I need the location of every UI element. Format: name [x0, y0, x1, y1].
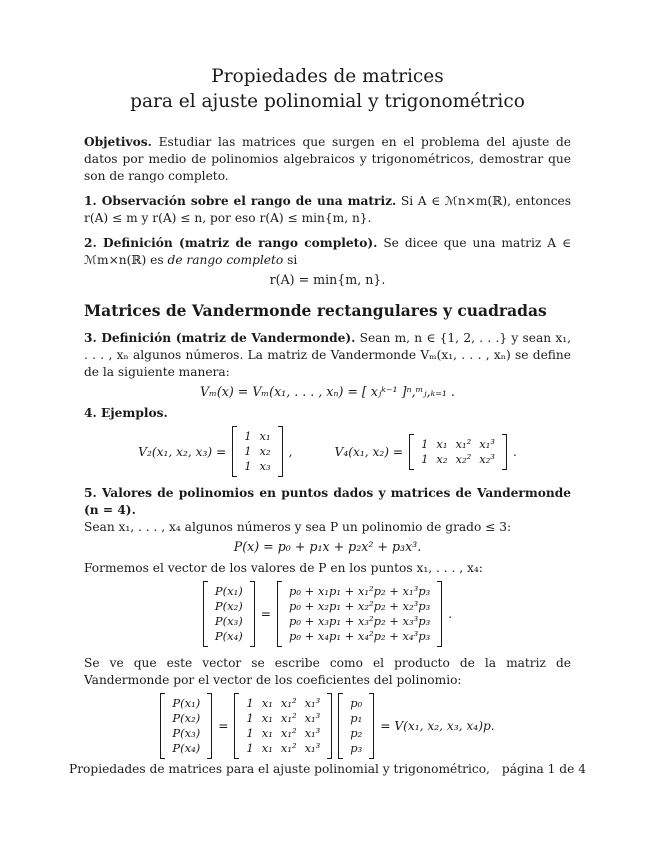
- matrix-cell: p₀ + x₃p₁ + x₃²p₂ + x₃³p₃: [288, 614, 431, 628]
- matrix-row: [242, 696, 324, 711]
- matrix-row: [346, 711, 366, 726]
- matrix-row: [285, 614, 434, 629]
- definicion-2: [84, 235, 571, 269]
- matrix-cell: x₁²: [280, 741, 297, 755]
- observacion-1-label: 1. Observación sobre el rango de una matriz.: [84, 194, 397, 208]
- expanded-values-table: [285, 584, 434, 644]
- matrix-row: [242, 726, 324, 741]
- matrix-cell: p₀ + x₁p₁ + x₁²p₂ + x₁³p₃: [288, 584, 431, 598]
- matrix-cell: x₁: [261, 741, 273, 755]
- matrix-cell: x₁³: [304, 726, 321, 740]
- example-end: .: [512, 444, 517, 459]
- matrix-cell: x₁³: [304, 696, 321, 710]
- matrix-cell: P(x₃): [214, 614, 243, 628]
- matrix-row: [168, 696, 204, 711]
- objetivos-text: Estudiar las matrices que surgen en el problema del ajuste de datos por medio de polinomios algebraicos y trigonométricos, demostrar que son de rango completo.: [84, 135, 571, 183]
- matrix-cell: 1: [244, 459, 252, 473]
- objetivos-paragraph: [84, 134, 571, 185]
- matrix-cell: p₀ + x₄p₁ + x₄²p₂ + x₄³p₃: [288, 629, 431, 643]
- definicion-3-formula: Vₘ(x) = Vₘ(x₁, . . . , xₙ) = [ xⱼᵏ⁻¹ ]ⁿ,ᵐⱼ,ₖ₌₁ .: [200, 384, 455, 399]
- ejemplos-label-line: [84, 405, 571, 422]
- matrix-row: [240, 459, 274, 474]
- objetivos-label: Objetivos.: [84, 135, 152, 149]
- matrix-row: [346, 726, 366, 741]
- example-2-matrix: [409, 434, 507, 470]
- matrix-row: [211, 614, 247, 629]
- example-1-matrix: [232, 426, 282, 477]
- polynomial-formula: P(x) = p₀ + p₁x + p₂x² + p₃x³.: [233, 539, 422, 554]
- matrix-cell: P(x₃): [172, 726, 201, 740]
- matrix-row: [240, 429, 274, 444]
- matrix-cell: p₂: [350, 726, 363, 740]
- title-line-2: para el ajuste polinomial y trigonométrico: [130, 91, 525, 112]
- valores-5-text: Sean x₁, . . . , x₄ algunos números y sea P un polinomio de grado ≤ 3:: [84, 520, 512, 534]
- p-values-vector: [203, 581, 255, 647]
- definicion-2-emphasis: de rango completo: [167, 253, 284, 267]
- definicion-2-text-b: si: [287, 253, 298, 267]
- matrix-row: [285, 584, 434, 599]
- valores-5-text-3: Se ve que este vector se escribe como el producto de la matriz de Vandermonde por el vector de los coeficientes del polinomio:: [84, 656, 571, 687]
- matrix-row: [168, 726, 204, 741]
- matrix-row: [240, 444, 274, 459]
- valores-5: [84, 485, 571, 536]
- footer-page-number: página 1 de 4: [501, 762, 586, 776]
- valores-5-text-2: Formemos el vector de los valores de P en los puntos x₁, . . . , x₄:: [84, 561, 483, 575]
- matrix-cell: 1: [246, 726, 254, 740]
- matrix-cell: x₁²: [280, 726, 297, 740]
- matrix-cell: p₀ + x₂p₁ + x₂²p₂ + x₂³p₃: [288, 599, 431, 613]
- example-separator: ,: [288, 444, 293, 459]
- ejemplos-label: 4. Ejemplos.: [84, 406, 168, 420]
- matrix-row: [242, 741, 324, 756]
- example-2-lhs: V₄(x₁, x₂) =: [334, 444, 404, 459]
- example-2-table: [417, 437, 499, 467]
- product-lhs-table: [168, 696, 204, 756]
- matrix-cell: x₂³: [479, 451, 495, 466]
- values-vector-row: [84, 581, 571, 647]
- matrix-cell: p₁: [350, 711, 363, 725]
- definicion-2-label: 2. Definición (matriz de rango completo).: [84, 236, 378, 250]
- matrix-row: [242, 711, 324, 726]
- definicion-2-text-a: Se dicee que una matriz A ∈ ℳm×n(ℝ) es: [84, 236, 571, 267]
- vandermonde-table: [242, 696, 324, 756]
- definicion-3: [84, 330, 571, 381]
- matrix-cell: x₂: [259, 444, 271, 458]
- values-end: .: [448, 607, 453, 621]
- product-equals: =: [218, 719, 229, 733]
- matrix-cell: x₂: [436, 451, 448, 466]
- matrix-row: [211, 629, 247, 644]
- matrix-row: [417, 437, 499, 452]
- matrix-cell: P(x₂): [172, 711, 201, 725]
- matrix-row: [417, 452, 499, 467]
- matrix-row: [168, 711, 204, 726]
- footer-text: Propiedades de matrices para el ajuste polinomial y trigonométrico,: [69, 762, 490, 776]
- vandermonde-matrix: [234, 693, 332, 759]
- example-1-table: [240, 429, 274, 474]
- valores-5-label: 5. Valores de polinomios en puntos dados y matrices de Vandermonde (n = 4).: [84, 486, 571, 517]
- definicion-2-formula: r(A) = min{m, n}.: [269, 272, 386, 287]
- matrix-cell: 1: [244, 429, 252, 443]
- matrix-row: [211, 584, 247, 599]
- coefficient-vector: [338, 693, 374, 759]
- section-heading: Matrices de Vandermonde rectangulares y cuadradas: [84, 301, 547, 320]
- matrix-cell: x₁²: [455, 436, 472, 451]
- p-values-table: [211, 584, 247, 644]
- matrix-cell: P(x₂): [214, 599, 243, 613]
- matrix-cell: x₁: [436, 436, 448, 451]
- matrix-cell: P(x₄): [214, 629, 243, 643]
- matrix-cell: p₃: [350, 741, 363, 755]
- matrix-cell: x₂²: [455, 451, 472, 466]
- product-rhs: = V(x₁, x₂, x₃, x₄)p.: [380, 719, 495, 733]
- matrix-row: [346, 696, 366, 711]
- matrix-cell: x₁: [261, 711, 273, 725]
- page-footer: [0, 762, 655, 776]
- observacion-1-text: Si A ∈ ℳn×m(ℝ), entonces r(A) ≤ m y r(A) ≤ n, por eso r(A) ≤ min{m, n}.: [84, 194, 572, 225]
- matrix-cell: x₁: [261, 726, 273, 740]
- matrix-cell: 1: [246, 741, 254, 755]
- title-line-1: Propiedades de matrices: [211, 66, 444, 87]
- definicion-3-text: Sean m, n ∈ {1, 2, . . .} y sean x₁, . . . , xₙ algunos números. La matriz de Vandermonde Vₘ(x₁, . . . , xₙ) se define de la siguiente manera:: [84, 331, 571, 379]
- matrix-cell: 1: [246, 711, 254, 725]
- matrix-row: [168, 741, 204, 756]
- matrix-cell: 1: [244, 444, 252, 458]
- document-title: [84, 64, 571, 114]
- matrix-cell: 1: [421, 436, 429, 451]
- matrix-row: [285, 599, 434, 614]
- ejemplos-row: [84, 426, 571, 477]
- matrix-cell: x₁³: [304, 711, 321, 725]
- matrix-cell: P(x₄): [172, 741, 201, 755]
- matrix-cell: P(x₁): [214, 584, 243, 598]
- matrix-cell: x₁³: [304, 741, 321, 755]
- matrix-cell: x₁: [259, 429, 271, 443]
- expanded-values-vector: [277, 581, 442, 647]
- product-row: [84, 693, 571, 759]
- matrix-row: [285, 629, 434, 644]
- matrix-cell: x₁: [261, 696, 273, 710]
- matrix-cell: p₀: [350, 696, 363, 710]
- matrix-cell: x₃: [259, 459, 271, 473]
- matrix-cell: x₁²: [280, 696, 297, 710]
- coefficient-table: [346, 696, 366, 756]
- matrix-row: [211, 599, 247, 614]
- values-equals: =: [260, 607, 271, 621]
- example-1-lhs: V₂(x₁, x₂, x₃) =: [138, 444, 227, 459]
- matrix-row: [346, 741, 366, 756]
- definicion-3-label: 3. Definición (matriz de Vandermonde).: [84, 331, 356, 345]
- product-lhs-vector: [160, 693, 212, 759]
- observacion-1: [84, 193, 571, 227]
- matrix-cell: x₁²: [280, 711, 297, 725]
- matrix-cell: 1: [421, 451, 429, 466]
- matrix-cell: x₁³: [479, 436, 495, 451]
- matrix-cell: 1: [246, 696, 254, 710]
- matrix-cell: P(x₁): [172, 696, 201, 710]
